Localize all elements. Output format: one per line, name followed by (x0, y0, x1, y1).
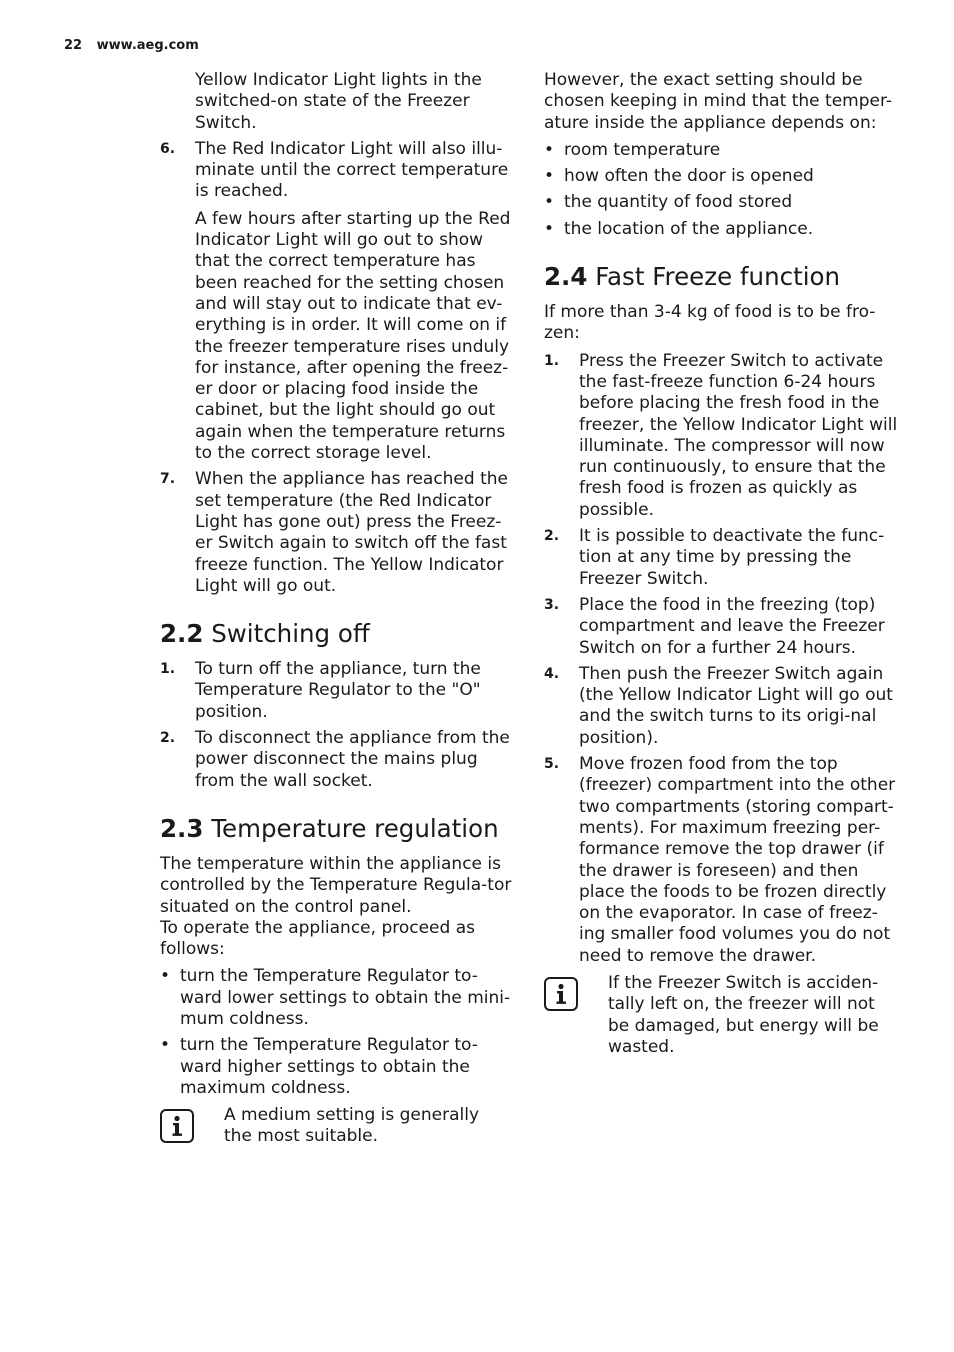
bullet-marker: • (544, 218, 555, 239)
step-text: The Red Indicator Light will also illu-minate until the correct temperature is reached. (195, 138, 509, 202)
step-text: To turn off the appliance, turn the Temperature Regulator to the "O" position. (195, 659, 481, 722)
section-heading-switching-off (160, 619, 512, 649)
startup-steps (160, 139, 512, 597)
step-text: Then push the Freezer Switch again (the Yellow Indicator Light will go out and the switch turns to its origi-nal position). (579, 663, 893, 748)
step-text: Press the Freezer Switch to activate the fast-freeze function 6-24 hours before placing the fresh food in the freezer, the Yellow Indicator Light will illuminate. The compressor will now run continuously, to ensure that the fresh food is frozen as quickly as possible. (579, 350, 898, 520)
paragraph: However, the exact setting should be chosen keeping in mind that the temper-ature inside the appliance depends on: (544, 70, 893, 133)
list-item (160, 1035, 512, 1099)
switching-off-steps (160, 659, 512, 792)
bullet-marker: • (544, 192, 555, 213)
list-item (544, 595, 900, 659)
fast-freeze-steps (544, 351, 900, 967)
bullet-text: turn the Temperature Regulator to-ward lower settings to obtain the mini-mum coldness. (180, 966, 511, 1029)
step-number: 2. (160, 730, 176, 747)
list-item (160, 966, 512, 1030)
info-icon (544, 977, 578, 1011)
step-text: To disconnect the appliance from the power disconnect the mains plug from the wall socket. (195, 728, 510, 791)
list-item (544, 351, 900, 521)
list-item (544, 192, 900, 213)
bullet-text: how often the door is opened (564, 166, 814, 187)
step-number: 4. (544, 665, 560, 682)
bullet-text: the quantity of food stored (564, 192, 793, 213)
section-title: Fast Freeze function (595, 262, 841, 292)
bullet-text: the location of the appliance. (564, 218, 814, 239)
bullet-text: room temperature (564, 139, 721, 160)
list-item (160, 469, 512, 597)
section-title: Switching off (211, 619, 370, 649)
note-text: A medium setting is generally the most suitable. (224, 1105, 480, 1147)
step-extra-text: A few hours after starting up the Red Indicator Light will go out to show that the correct temperature has been reached for the setting chosen and will stay out to indicate that ev-erything is in order. It will come on if the freezer temperature rises unduly for instance, after opening the freez-er door or placing food inside the cabinet, but the light should go out again when the temperature returns to the correct storage level. (195, 208, 511, 464)
list-item (160, 139, 512, 464)
info-note (160, 1105, 512, 1148)
bullet-marker: • (544, 166, 555, 187)
step-number: 1. (160, 661, 176, 678)
list-item (544, 754, 900, 967)
step-text: Move frozen food from the top (freezer) compartment into the other two compartments (storing compart-ments). For maximum freezing per-formance remove the top drawer (if the drawer is foreseen) and then place the foods to be frozen directly on the evaporator. In case of freez-ing smaller food volumes you do not need to remove the drawer. (579, 754, 896, 966)
temperature-factors (544, 140, 900, 240)
bullet-marker: • (160, 1035, 171, 1056)
step-number: 2. (544, 528, 560, 545)
list-item (544, 140, 900, 161)
bullet-marker: • (160, 966, 171, 987)
step-number: 3. (544, 596, 560, 613)
paragraph: If more than 3-4 kg of food is to be fro-zen: (544, 302, 876, 344)
continued-step-text: Yellow Indicator Light lights in the switched-on state of the Freezer Switch. (195, 70, 482, 133)
page-number: 22 (64, 38, 83, 53)
step-text: It is possible to deactivate the func-tion at any time by pressing the Freezer Switch. (579, 526, 885, 589)
regulation-bullets (160, 966, 512, 1099)
list-item (544, 219, 900, 240)
step-number: 6. (160, 140, 176, 157)
section-number: 2.2 (160, 619, 204, 649)
left-column (160, 70, 512, 1148)
paragraph: To operate the appliance, proceed as follows: (160, 917, 475, 960)
section-title: Temperature regulation (211, 813, 499, 843)
step-number: 1. (544, 352, 560, 369)
bullet-text: turn the Temperature Regulator to-ward higher settings to obtain the maximum coldness. (180, 1035, 478, 1098)
right-column (544, 70, 900, 1058)
list-item (544, 166, 900, 187)
website-url[interactable]: www.aeg.com (96, 38, 199, 53)
page-header (64, 38, 199, 53)
list-item (160, 728, 512, 792)
list-item (160, 659, 512, 723)
step-number: 5. (544, 756, 560, 773)
section-number: 2.4 (544, 262, 588, 292)
section-number: 2.3 (160, 813, 204, 843)
section-heading-temperature-regulation (160, 814, 512, 844)
paragraph: The temperature within the appliance is controlled by the Temperature Regula-tor situated on the control panel. (160, 853, 512, 917)
section-heading-fast-freeze (544, 262, 900, 292)
step-text: Place the food in the freezing (top) compartment and leave the Freezer Switch on for a further 24 hours. (579, 594, 885, 658)
info-note (544, 973, 900, 1058)
bullet-marker: • (544, 139, 555, 160)
step-text: When the appliance has reached the set temperature (the Red Indicator Light has gone out) press the Freez-er Switch again to switch off the fast freeze function. The Yellow Indicator Light will go out. (195, 469, 508, 596)
list-item (544, 664, 900, 749)
info-icon (160, 1109, 194, 1143)
note-text: If the Freezer Switch is acciden-tally left on, the freezer will not be damaged, but energy will be wasted. (608, 972, 879, 1057)
step-number: 7. (160, 471, 176, 488)
list-item (544, 526, 900, 590)
